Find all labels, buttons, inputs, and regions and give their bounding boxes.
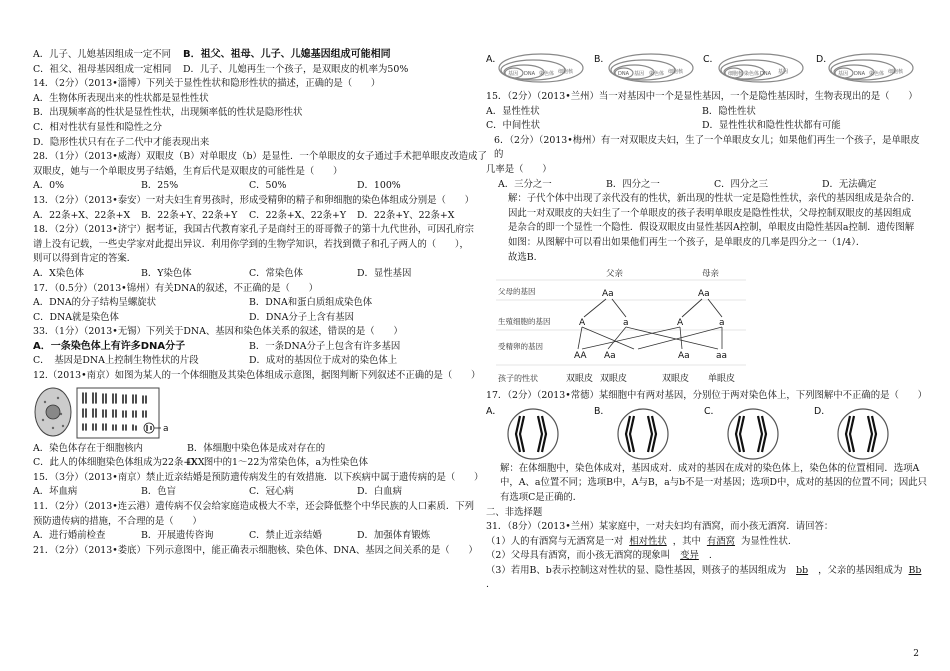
venn-a-3: 染色体 [539,71,555,77]
q15b-option-c: C．中间性状 [486,120,541,132]
q13-option-c: C．22条+X、22条+Y [249,209,347,221]
venn-c-3: DNA [760,71,772,77]
mother-gamete-A: A [677,318,684,329]
q31-part2 [486,549,926,564]
q28-options [33,179,475,194]
q12-option-b: B．体细胞中染色体是成对存在的 [187,442,326,454]
q6-solution-line1: 解：子代个体中出现了亲代没有的性状，新出现的性状一定是隐性性状，亲代的基因组成是杂合的. [508,193,915,205]
q31-part3-mid: ，父亲的基因组成为 [818,564,903,576]
question-31: 31．（8分）（2013•兰州）某家庭中，一对夫妇均有酒窝，而小孩无酒窝．请回答： [486,521,834,533]
venn-c-1: 细胞核 [728,71,744,77]
q11-options [33,529,475,544]
zygote-1: AA [574,351,587,362]
q14-option-d: D．隐形性状只有在子二代中才能表现出来 [33,136,210,148]
q15-option-d: D．白血病 [357,486,403,498]
q33-option-c: C． 基因是DNA上控制生物性状的片段 [33,355,199,367]
father-genotype: Aa [602,289,614,300]
zygote-2: Aa [604,351,616,362]
q31-part3-answer-a: bb [796,564,809,576]
q18-option-d: D．显性基因 [357,267,412,279]
q12-options-ab [33,442,475,457]
venn-c-2: 染色体 [744,71,760,77]
q21-option-d-label: D． [816,54,833,65]
question-21: 21．（2分）（2013•娄底）下列示意图中，能正确表示细胞核、染色体、DNA、基因之间关系的是（ ） [33,544,478,556]
q6-solution-line5: 故选B. [508,251,537,263]
option-d: D．儿子、儿媳再生一个孩子，是双眼皮的机率为50% [183,63,409,75]
question-17-changde: 17．（2分）（2013•常德）某细胞中有两对基因，分别位于两对染色体上，下列图解中不正确的是（ ） [486,390,928,402]
q12-options-cd [33,456,475,471]
q31-part2-suffix: . [708,550,712,562]
q33-options-ab [33,340,475,355]
q31-part1-suffix: 为显性性状. [741,535,791,547]
inheritance-chart [486,265,786,389]
figure-label-a: a [163,423,169,434]
q31-part1-answer-b: 有酒窝 [706,535,736,547]
question-33: 33．（1分）（2013•无锡）下列关于DNA、基因和染色体关系的叙述，错误的是（ ） [33,326,403,338]
q17-chromosome-options [486,404,926,462]
q21-option-a-label: A． [486,54,502,65]
q15-option-b: B．色盲 [141,486,177,498]
q31-part3-prompt: （3）若用B、b表示控制这对性状的显、隐性基因，则孩子的基因组成为 [486,564,787,576]
q31-part2-prompt: （2）父母具有酒窝，而小孩无酒窝的现象叫 [486,550,671,562]
question-6-line1: 6．（2分）（2013•梅州）有一对双眼皮夫妇，生了一个单眼皮女儿；如果他们再生一个孩子，是单眼皮的 [494,134,920,161]
zygote-4: aa [716,351,728,362]
q14-option-b: B．出现频率高的性状是显性性状，出现频率低的性状是隐形性状 [33,107,303,119]
karyotype-figure [33,384,475,442]
q17b-solution-line2: 中，A、a位置不同；选项B中，A与B，a与b不是一对基因；选项D中，成对的基因的位置不同；因此只 [500,477,928,489]
q31-part3 [486,564,926,579]
left-column [33,48,487,558]
venn-b-2: 基因 [634,71,645,77]
venn-diagrams [486,48,926,88]
question-11-line2: 预防遗传病的措施，不合理的是（ ） [33,515,202,527]
q17b-solution-line3: 有选项C是正确的． [500,491,583,503]
mother-gamete-a: a [719,318,725,329]
q6-options [486,178,926,193]
venn-b-1: DNA [618,71,630,77]
section-2-heading: 二、非选择题 [486,506,543,518]
father-label: 父亲 [606,269,624,280]
zygote-3: Aa [678,351,690,362]
q33-option-a: A．一条染色体上有许多DNA分子 [33,340,186,352]
q31-part3-answer-b: Bb [908,564,922,576]
q28-option-c: C．50% [249,180,287,192]
q11-option-b: B．开展遗传咨询 [141,530,214,542]
q15b-option-b: B．隐性性状 [702,105,756,117]
question-11-line1: 11．（2分）（2013•连云港）遗传病不仅会给家庭造成极大不幸，还会降低整个中华民族的人口素质．下列 [33,501,475,513]
q31-part1-mid: ，其中 [672,535,701,547]
question-15-lanzhou: 15．（2分）（2013•兰州）当一对基因中一个是显性基因，一个是隐性基因时，生物表现出的是（ ） [486,91,918,102]
father-gamete-a: a [623,318,629,329]
q18-option-a: A．X染色体 [33,267,84,279]
q33-option-d: D．成对的基因位于成对的染色体上 [249,355,398,367]
question-12: 12.（2013•南京）如图为某人的一个体细胞及其染色体组成示意图，据图判断下列叙述不正确的是（ ） [33,370,481,382]
q28-option-d: D．100% [357,180,401,192]
question-6-line2: 几率是（ ） [486,163,552,175]
right-column [486,48,926,593]
q6-option-d: D．无法确定 [822,178,877,190]
chromosome-diagrams [486,404,926,462]
q31-part1-prompt: （1）人的有酒窝与无酒窝是一对 [486,535,624,547]
venn-d-1: 基因 [838,71,849,77]
father-gamete-A: A [579,318,586,329]
question-18-line3: 则可以得到肯定的答案． [33,253,137,265]
venn-a-2: DNA [524,71,536,77]
q18-options [33,267,475,282]
q31-part2-answer: 变异 [680,550,699,562]
mother-label: 母亲 [702,269,720,280]
trait-3: 双眼皮 [662,374,690,385]
q13-option-a: A．22条+X、22条+X [33,209,131,221]
q15b-option-a: A．显性性状 [486,105,540,117]
q15b-option-d: D．显性性状和隐性性状都有可能 [702,120,841,132]
q17b-option-b-label: B． [594,405,610,417]
q17-option-c: C．DNA就是染色体 [33,311,119,323]
option-c: C．祖父、祖母基因组成一定相同 [33,63,172,75]
q15b-options-ab [486,105,926,120]
venn-d-4: 细胞核 [888,69,904,75]
trait-1: 双眼皮 [566,374,594,385]
q28-option-a: A．0% [33,180,65,192]
q11-option-d: D．加强体育锻炼 [357,530,431,542]
q17b-solution-line1: 解：在体细胞中，染色体成对，基因成对．成对的基因在成对的染色体上，染色体的位置相同．选项A [500,462,920,474]
q6-solution-line2: 因此一对双眼皮的夫妇生了一个单眼皮的孩子表明单眼皮是隐性性状，父母控制双眼皮的基因组成 [508,207,912,219]
cell-karyotype-image [33,384,193,442]
row-parent-genes: 父母的基因 [498,287,536,297]
question-28-line1: 28．（1分）（2013•威海）双眼皮（B）对单眼皮（b）是显性．一个单眼皮的女子通过手术把单眼皮改造成了 [33,151,487,163]
venn-d-2: DNA [854,71,866,77]
q17-option-d: D．DNA分子上含有基因 [249,311,355,323]
question-18-line2: 谱上没有记载，一些史学家对此提出异议．利用你学到的生物学知识，若找到微子和孔子两人的（ ）， [33,238,469,250]
q33-options-cd [33,354,475,369]
venn-d-3: 染色体 [869,71,885,77]
question-14: 14．（2分）（2013•淄博）下列关于显性性状和隐形性状的描述，正确的是（ ） [33,78,381,90]
q17b-option-a-label: A． [486,405,502,417]
venn-b-4: 细胞核 [668,69,684,75]
q28-option-b: B．25% [141,180,179,192]
venn-b-3: 染色体 [649,71,665,77]
q17-option-a: A．DNA的分子结构呈螺旋状 [33,297,157,309]
q17b-option-c-label: C． [704,405,720,417]
q31-part1 [486,535,926,550]
q21-venn-options [486,48,926,88]
mother-genotype: Aa [698,289,710,300]
q-prev-options-cd [33,63,475,78]
q12-option-c: C．此人的体细胞染色体组成为22条+XX [33,457,205,469]
row-child-traits: 孩子的性状 [498,374,538,384]
q12-option-a: A．染色体存在于细胞核内 [33,442,143,454]
q13-option-d: D．22条+Y、22条+X [357,209,455,221]
venn-c-4: 基因 [778,69,789,75]
question-13: 13．（2分）（2013•泰安）一对夫妇生育男孩时，形成受精卵的精子和卵细胞的染色体组成分别是（ ） [33,194,475,206]
q11-option-c: C．禁止近亲结婚 [249,530,322,542]
q17-options-cd [33,311,475,326]
question-18-line1: 18．（2分）（2013•济宁）据考证，我国古代教育家孔子是商纣王的哥哥微子的第十九代世孙，可因孔府宗 [33,224,475,236]
q-prev-options-ab [33,48,475,63]
q17-option-b: B．DNA和蛋白质组成染色体 [249,297,373,309]
q21-option-c-label: C． [703,54,719,65]
q15-options [33,485,475,500]
q31-part1-answer-a: 相对性状 [629,535,667,547]
q33-option-b: B．一条DNA分子上包含有许多基因 [249,340,401,352]
venn-a-1: 基因 [508,71,519,77]
q18-option-c: C．常染色体 [249,267,304,279]
trait-2: 双眼皮 [600,374,628,385]
q6-option-b: B．四分之一 [606,178,660,190]
question-17: 17．（0.5分）（2013•锦州）有关DNA的叙述，不正确的是（ ） [33,282,318,294]
q17b-option-d-label: D． [814,405,831,417]
q11-option-a: A．进行婚前检查 [33,530,106,542]
q6-option-a: A．三分之一 [498,178,552,190]
page-number: 2 [913,649,919,659]
q31-part3-end: . [486,579,489,591]
q15-option-c: C．冠心病 [249,486,294,498]
trait-4: 单眼皮 [708,374,736,385]
q15-option-a: A．坏血病 [33,486,78,498]
venn-a-4: 细胞核 [558,69,574,75]
genetic-cross-diagram [486,265,926,389]
q17-options-ab [33,296,475,311]
q6-solution-line4: 如图：从图解中可以看出如果他们再生一个孩子，是单眼皮的几率是四分之一（1/4）． [508,236,866,248]
row-zygote-genes: 受精卵的基因 [498,342,543,352]
option-a: A．儿子、儿媳基因组成一定不同 [33,49,172,60]
q18-option-b: B．Y染色体 [141,267,192,279]
q15b-options-cd [486,119,926,134]
option-b: B．祖父、祖母、儿子、儿媳基因组成可能相同 [183,49,391,60]
q13-option-b: B．22条+Y、22条+Y [141,209,238,221]
q21-option-b-label: B． [594,54,610,65]
q13-options [33,209,475,224]
question-28-line2: 双眼皮，她与一个单眼皮男子结婚，生育后代是双眼皮的可能性是（ ） [33,165,343,177]
row-gamete-genes: 生殖细胞的基因 [498,317,551,327]
q14-option-c: C．相对性状有显性和隐性之分 [33,121,163,133]
q14-option-a: A．生物体所表现出来的性状都是显性性状 [33,92,209,104]
q6-solution-line3: 是杂合的即一个显性一个隐性．假设双眼皮由显性基因A控制，单眼皮由隐性基因a控制．遗传图解 [508,222,915,234]
q6-option-c: C．四分之三 [714,178,769,190]
q12-option-d: D．图中的1～22为常染色体，a为性染色体 [187,457,369,469]
question-15: 15．（3分）（2013•南京）禁止近亲结婚是预防遗传病发生的有效措施．以下疾病中属于遗传病的是（ ） [33,471,484,483]
